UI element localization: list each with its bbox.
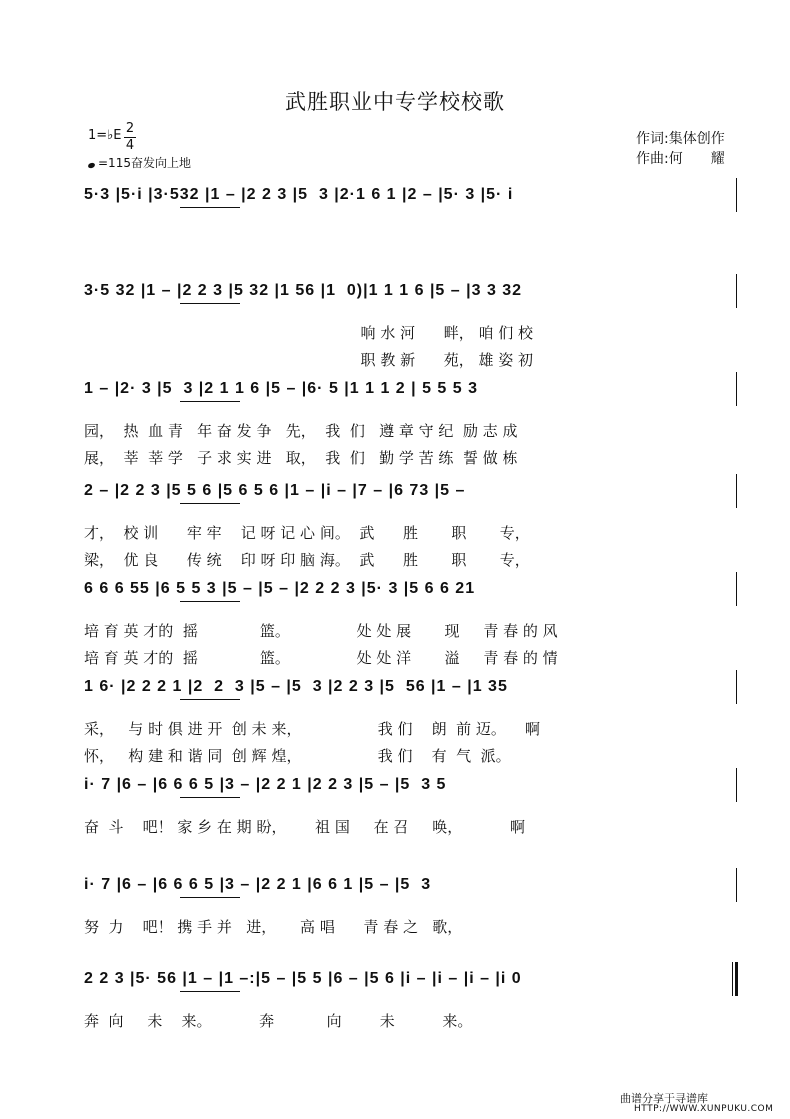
lyric-line: 培 育 英 才的 摇 篮。 处 处 展 现 青 春 的 风 [84, 622, 558, 640]
tempo-text: =115奋发向上地 [98, 156, 191, 170]
time-signature-top: 2 [125, 121, 135, 136]
lyric-line: 职 教 新 苑， 雄 姿 初 [84, 351, 533, 369]
lyric-line: 奋 斗 吧！ 家 乡 在 期 盼， 祖 国 在 召 唤， 啊 [84, 818, 525, 836]
barline [736, 474, 737, 508]
barline [736, 372, 737, 406]
beam-line [180, 991, 240, 992]
beam-line [180, 401, 240, 402]
beam-line [180, 601, 240, 602]
barline [736, 572, 737, 606]
notation-line: 2 – |2 2 3 |5 5 6 |5 6 5 6 |1 – |i – |7 – |6 73 |5 – [84, 482, 466, 499]
barline [736, 868, 737, 902]
beam-line [180, 897, 240, 898]
time-signature [124, 122, 136, 153]
tempo-marking [88, 154, 191, 171]
beam-line [180, 207, 240, 208]
notation-line: 5·3 |5·i |3·532 |1 – |2 2 3 |5 3 |2·1 6 1 |2 – |5· 3 |5· i [84, 186, 514, 203]
lyric-line: 展， 莘 莘 学 子 求 实 进 取， 我 们 勤 学 苦 练 誓 做 栋 [84, 449, 518, 467]
lyric-line: 努 力 吧！ 携 手 并 进， 高 唱 青 春 之 歌， [84, 918, 463, 936]
barline [736, 274, 737, 308]
notation-line: 6 6 6 55 |6 5 5 3 |5 – |5 – |2 2 2 3 |5· 3 |5 6 6 21 [84, 580, 476, 597]
song-title: 武胜职业中专学校校歌 [285, 90, 505, 114]
notation-line: i· 7 |6 – |6 6 6 5 |3 – |2 2 1 |2 2 3 |5 – |5 3 5 [84, 776, 447, 793]
lyric-line: 才， 校 训 牢 牢 记 呀 记 心 间。 武 胜 职 专， [84, 524, 530, 542]
notation-line: 3·5 32 |1 – |2 2 3 |5 32 |1 56 |1 0)|1 1 1 6 |5 – |3 3 32 [84, 282, 523, 299]
lyric-line: 采， 与 时 俱 进 开 创 未 来， 我 们 朗 前 迈。 啊 [84, 720, 540, 738]
lyricist-credit: 作词:集体创作 [636, 131, 725, 147]
notation-line: 1 – |2· 3 |5 3 |2 1 1 6 |5 – |6· 5 |1 1 1 2 | 5 5 5 3 [84, 380, 478, 397]
lyric-line: 梁， 优 良 传 统 印 呀 印 脑 海。 武 胜 职 专， [84, 551, 530, 569]
key-signature: 1=♭E [88, 128, 122, 143]
lyric-line: 培 育 英 才的 摇 篮。 处 处 洋 溢 青 春 的 情 [84, 649, 558, 667]
beam-line [180, 303, 240, 304]
lyric-line: 园， 热 血 青 年 奋 发 争 先， 我 们 遵 章 守 纪 励 志 成 [84, 422, 518, 440]
notation-line: 2 2 3 |5· 56 |1 – |1 –:|5 – |5 5 |6 – |5 6 |i – |i – |i – |i 0 [84, 970, 522, 987]
barline [736, 670, 737, 704]
notation-line: 1 6· |2 2 2 1 |2 2 3 |5 – |5 3 |2 2 3 |5 56 |1 – |1 35 [84, 678, 508, 695]
footer-site-name: 曲谱分享于寻谱库 [620, 1092, 708, 1105]
barline [736, 178, 737, 212]
composer-credit: 作曲:何 耀 [636, 151, 725, 167]
barline [732, 962, 738, 996]
lyric-line: 响 水 河 畔， 咱 们 校 [84, 324, 533, 342]
barline [736, 768, 737, 802]
time-signature-bottom: 4 [125, 138, 135, 153]
lyric-line: 奔 向 未 来。 奔 向 未 来。 [84, 1012, 473, 1030]
beam-line [180, 503, 240, 504]
notation-line: i· 7 |6 – |6 6 6 5 |3 – |2 2 1 |6 6 1 |5 – |5 3 [84, 876, 432, 893]
lyric-line: 怀， 构 建 和 谐 同 创 辉 煌， 我 们 有 气 派。 [84, 747, 511, 765]
beam-line [180, 797, 240, 798]
footer-url: HTTP://WWW.XUNPUKU.COM [634, 1104, 774, 1114]
beam-line [180, 699, 240, 700]
quarter-note-icon [87, 162, 95, 169]
